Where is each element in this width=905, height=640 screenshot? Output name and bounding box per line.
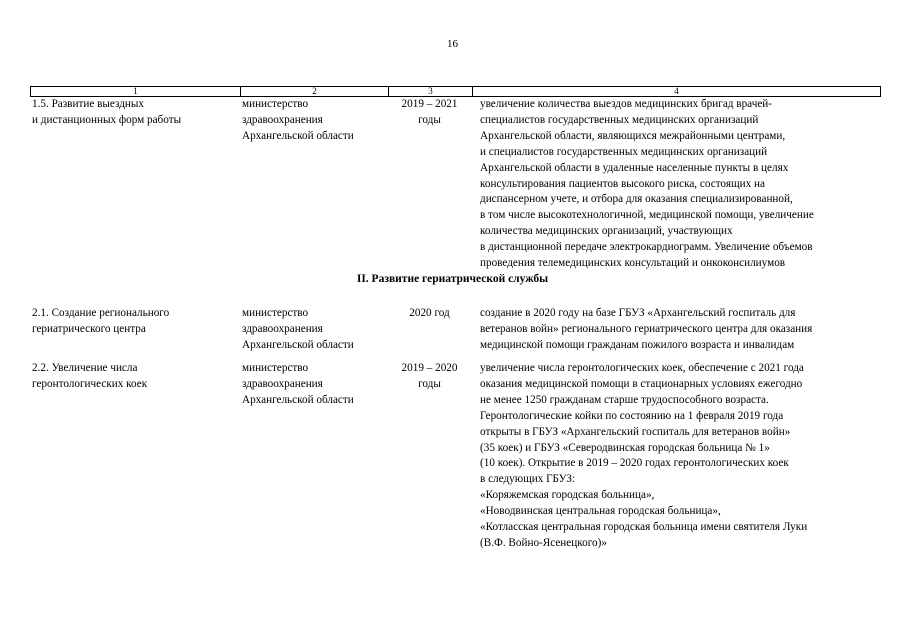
responsible-executor: министерство здравоохранения Архангельской области [242,98,354,142]
expected-result: увеличение числа геронтологических коек, обеспечение с 2021 года оказания медицинской помощи в стационарных условиях ежегодно не менее 1250 гражданам старше трудоспособного возраста. Геронтологические койки по состоянию на 1 февраля 2019 года открыты в ГБУЗ «Архангельский госпиталь для ветеранов войн» (35 коек) и ГБУЗ «Северодвинская городская больница № 1» (10 коек). Открытие в 2019 – 2020 годах геронтологических коек в следующих ГБУЗ: «Коряжемская городская больница», «Новодвинская центральная городская больница», «Котласская центральная городская больница имени святителя Луки (В.Ф. Войно-Ясенецкого)» [480,362,808,549]
responsible-executor: министерство здравоохранения Архангельской области [242,307,354,351]
column-number-2: 2 [241,87,389,97]
expected-result: создание в 2020 году на базе ГБУЗ «Архангельский госпиталь для ветеранов войн» регионального гериатрического центра для оказания медицинской помощи гражданам пожилого возраста и инвалидам [480,307,813,351]
section-title: II. Развитие гериатрической службы [356,273,549,285]
column-number-4: 4 [473,87,881,97]
page-number: 16 [447,38,458,50]
measure-name: 1.5. Развитие выездных и дистанционных форм работы [32,98,182,126]
implementation-period: 2020 год [409,307,450,319]
column-number-header [30,86,881,97]
measure-name: 2.1. Создание регионального гериатрического центра [32,307,170,335]
measure-name: 2.2. Увеличение числа геронтологических коек [32,362,148,390]
implementation-period: 2019 – 2021 годы [401,98,458,126]
column-number-1: 1 [31,87,241,97]
implementation-period: 2019 – 2020 годы [401,362,458,390]
column-number-3: 3 [389,87,473,97]
responsible-executor: министерство здравоохранения Архангельской области [242,362,354,406]
expected-result: увеличение количества выездов медицинских бригад врачей- специалистов государственных медицинских организаций Архангельской области, являющихся межрайонными центрами, и специалистов государственных медицинских организаций Архангельской области в удаленные населенные пункты в целях консультирования пациентов высокого риска, состоящих на диспансерном учете, и отбора для оказания специализированной, в том числе высокотехнологичной, медицинской помощи, увеличение количества медицинских организаций, участвующих в дистанционной передаче электрокардиограмм. Увеличение объемов проведения телемедицинских консультаций и онкоконсилиумов [480,98,814,270]
